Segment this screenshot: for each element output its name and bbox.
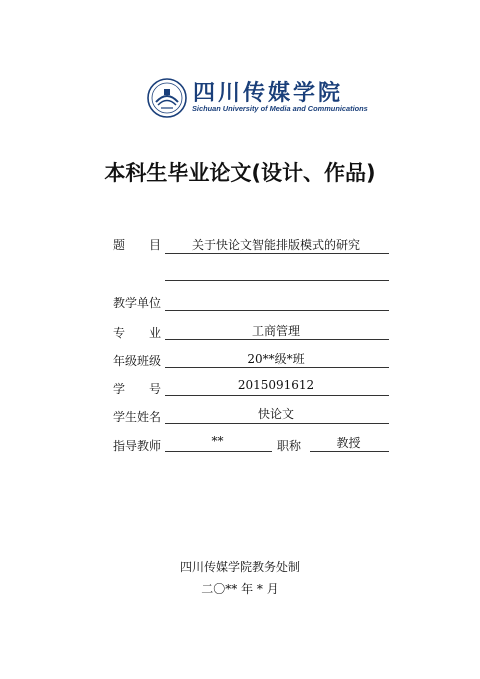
office-text: 四川传媒学院教务处制	[179, 560, 300, 574]
student-name-label: 学生姓名	[113, 410, 162, 424]
topic-underline	[165, 253, 389, 254]
unit-underline	[165, 310, 389, 311]
major-value: 工商管理	[251, 324, 300, 338]
school-name-cn: 四川传媒学院	[193, 81, 344, 106]
class-value: 20**级*班	[247, 352, 305, 366]
student-name-underline	[165, 423, 389, 424]
topic-label: 题 目	[113, 238, 162, 252]
student-id-value: 2015091612	[237, 378, 315, 392]
advisor-value: **	[211, 434, 224, 448]
topic-underline-second	[165, 280, 389, 281]
class-label: 年级班级	[113, 354, 162, 368]
topic-value: 关于快论文智能排版模式的研究	[191, 238, 360, 252]
professional-title-label: 职称	[277, 439, 302, 453]
major-label: 专 业	[113, 326, 162, 340]
student-id-underline	[165, 395, 389, 396]
school-name-en: Sichuan University of Media and Communications	[192, 104, 368, 113]
school-seal-icon	[147, 78, 187, 118]
student-id-label: 学 号	[113, 382, 162, 396]
professional-title-underline	[310, 451, 389, 452]
school-logo	[147, 74, 367, 126]
class-underline	[165, 367, 389, 368]
document-title: 本科生毕业论文(设计、作品)	[104, 161, 376, 185]
unit-label: 教学单位	[113, 296, 162, 310]
major-underline	[165, 339, 389, 340]
professional-title-value: 教授	[336, 436, 361, 450]
advisor-label: 指导教师	[113, 439, 162, 453]
advisor-underline	[165, 451, 272, 452]
date-text: 二〇** 年 * 月	[201, 582, 279, 596]
student-name-value: 快论文	[257, 407, 294, 421]
